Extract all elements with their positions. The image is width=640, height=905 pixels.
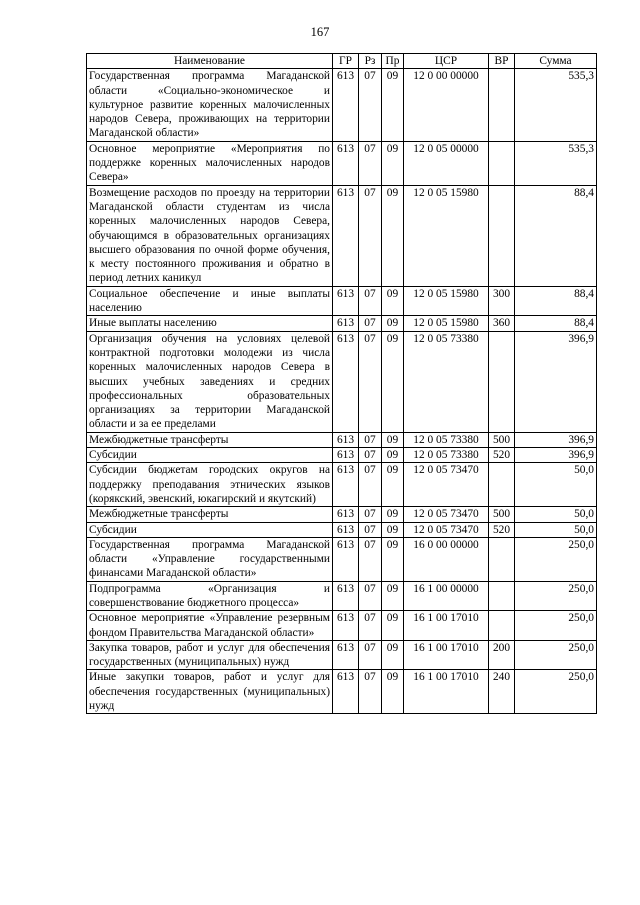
cell-vr: 500 — [489, 507, 515, 522]
cell-gr: 613 — [333, 640, 359, 670]
cell-pr: 09 — [382, 316, 404, 331]
cell-rz: 07 — [359, 611, 382, 641]
cell-rz: 07 — [359, 448, 382, 463]
cell-csr: 12 0 05 73380 — [404, 448, 489, 463]
cell-sum: 396,9 — [515, 331, 597, 432]
cell-name: Социальное обеспечение и иные выплаты населению — [87, 286, 333, 316]
cell-csr: 16 1 00 17010 — [404, 670, 489, 714]
cell-gr: 613 — [333, 286, 359, 316]
cell-rz: 07 — [359, 432, 382, 447]
cell-pr: 09 — [382, 522, 404, 537]
cell-sum: 535,3 — [515, 141, 597, 185]
page-number: 167 — [310, 25, 330, 39]
cell-rz: 07 — [359, 640, 382, 670]
cell-rz: 07 — [359, 141, 382, 185]
cell-sum: 250,0 — [515, 581, 597, 611]
cell-rz: 07 — [359, 537, 382, 581]
cell-vr: 520 — [489, 522, 515, 537]
cell-gr: 613 — [333, 670, 359, 714]
table-row — [87, 581, 597, 611]
cell-csr: 16 1 00 00000 — [404, 581, 489, 611]
cell-vr — [489, 581, 515, 611]
cell-sum: 250,0 — [515, 611, 597, 641]
cell-pr: 09 — [382, 670, 404, 714]
cell-sum: 250,0 — [515, 640, 597, 670]
cell-rz: 07 — [359, 463, 382, 507]
cell-pr: 09 — [382, 185, 404, 286]
cell-sum: 535,3 — [515, 69, 597, 141]
cell-csr: 12 0 05 15980 — [404, 286, 489, 316]
cell-gr: 613 — [333, 611, 359, 641]
cell-rz: 07 — [359, 331, 382, 432]
cell-gr: 613 — [333, 463, 359, 507]
cell-sum: 50,0 — [515, 463, 597, 507]
table-row — [87, 141, 597, 185]
table-row — [87, 670, 597, 714]
cell-sum: 88,4 — [515, 185, 597, 286]
header-csr: ЦСР — [404, 54, 489, 69]
cell-pr: 09 — [382, 331, 404, 432]
cell-vr: 300 — [489, 286, 515, 316]
cell-sum: 250,0 — [515, 670, 597, 714]
cell-rz: 07 — [359, 670, 382, 714]
table-header-row — [87, 54, 597, 69]
cell-gr: 613 — [333, 69, 359, 141]
cell-vr — [489, 611, 515, 641]
cell-vr — [489, 141, 515, 185]
cell-rz: 07 — [359, 581, 382, 611]
table-row — [87, 286, 597, 316]
cell-name: Возмещение расходов по проезду на территории Магаданской области студентам из числа коренных малочисленных народов Севера, обучающимся в образовательных организациях высшего образования по очной форме обучения, к месту постоянного проживания и обратно в период летних каникул — [87, 185, 333, 286]
cell-rz: 07 — [359, 522, 382, 537]
cell-vr — [489, 537, 515, 581]
cell-gr: 613 — [333, 316, 359, 331]
cell-csr: 12 0 05 73470 — [404, 463, 489, 507]
cell-gr: 613 — [333, 141, 359, 185]
table-row — [87, 69, 597, 141]
cell-pr: 09 — [382, 69, 404, 141]
cell-name: Субсидии — [87, 448, 333, 463]
table-row — [87, 611, 597, 641]
cell-rz: 07 — [359, 185, 382, 286]
table-row — [87, 463, 597, 507]
cell-name: Межбюджетные трансферты — [87, 432, 333, 447]
cell-sum: 396,9 — [515, 448, 597, 463]
cell-name: Организация обучения на условиях целевой контрактной подготовки молодежи из числа коренных малочисленных народов Севера в высших учебных заведениях и средних профессиональных образовательных организациях за территории Магаданской области и за ее пределами — [87, 331, 333, 432]
cell-csr: 16 0 00 00000 — [404, 537, 489, 581]
cell-rz: 07 — [359, 316, 382, 331]
cell-pr: 09 — [382, 141, 404, 185]
cell-gr: 613 — [333, 537, 359, 581]
header-name: Наименование — [87, 54, 333, 69]
cell-pr: 09 — [382, 463, 404, 507]
table-row — [87, 185, 597, 286]
cell-csr: 12 0 00 00000 — [404, 69, 489, 141]
cell-sum: 396,9 — [515, 432, 597, 447]
cell-name: Подпрограмма «Организация и совершенствование бюджетного процесса» — [87, 581, 333, 611]
cell-pr: 09 — [382, 640, 404, 670]
cell-csr: 12 0 05 15980 — [404, 316, 489, 331]
table-row — [87, 522, 597, 537]
header-gr: ГР — [333, 54, 359, 69]
cell-name: Государственная программа Магаданской области «Социально-экономическое и культурное развитие коренных малочисленных народов Севера, проживающих на территории Магаданской области» — [87, 69, 333, 141]
cell-sum: 88,4 — [515, 316, 597, 331]
budget-table — [86, 53, 597, 714]
cell-name: Субсидии — [87, 522, 333, 537]
cell-sum: 88,4 — [515, 286, 597, 316]
cell-pr: 09 — [382, 507, 404, 522]
cell-csr: 12 0 05 73380 — [404, 331, 489, 432]
cell-csr: 12 0 05 73380 — [404, 432, 489, 447]
header-pr: Пр — [382, 54, 404, 69]
cell-name: Межбюджетные трансферты — [87, 507, 333, 522]
cell-gr: 613 — [333, 185, 359, 286]
cell-gr: 613 — [333, 507, 359, 522]
cell-gr: 613 — [333, 432, 359, 447]
table-row — [87, 432, 597, 447]
cell-vr: 520 — [489, 448, 515, 463]
cell-name: Государственная программа Магаданской области «Управление государственными финансами Магаданской области» — [87, 537, 333, 581]
cell-vr: 240 — [489, 670, 515, 714]
cell-gr: 613 — [333, 448, 359, 463]
cell-csr: 12 0 05 15980 — [404, 185, 489, 286]
cell-pr: 09 — [382, 611, 404, 641]
cell-name: Основное мероприятие «Мероприятия по поддержке коренных малочисленных народов Севера» — [87, 141, 333, 185]
cell-sum: 250,0 — [515, 537, 597, 581]
cell-gr: 613 — [333, 331, 359, 432]
table-row — [87, 640, 597, 670]
cell-csr: 16 1 00 17010 — [404, 640, 489, 670]
cell-vr — [489, 463, 515, 507]
cell-pr: 09 — [382, 448, 404, 463]
cell-name: Иные выплаты населению — [87, 316, 333, 331]
cell-pr: 09 — [382, 581, 404, 611]
table-row — [87, 537, 597, 581]
cell-name: Основное мероприятие «Управление резервным фондом Правительства Магаданской области» — [87, 611, 333, 641]
cell-name: Субсидии бюджетам городских округов на поддержку преподавания этнических языков (корякский, эвенский, юкагирский и якутский) — [87, 463, 333, 507]
table-row — [87, 331, 597, 432]
table-row — [87, 507, 597, 522]
cell-csr: 12 0 05 00000 — [404, 141, 489, 185]
cell-name: Закупка товаров, работ и услуг для обеспечения государственных (муниципальных) нужд — [87, 640, 333, 670]
cell-vr: 360 — [489, 316, 515, 331]
cell-vr — [489, 331, 515, 432]
header-rz: Рз — [359, 54, 382, 69]
cell-rz: 07 — [359, 286, 382, 316]
cell-name: Иные закупки товаров, работ и услуг для обеспечения государственных (муниципальных) нужд — [87, 670, 333, 714]
cell-csr: 12 0 05 73470 — [404, 507, 489, 522]
header-sum: Сумма — [515, 54, 597, 69]
cell-pr: 09 — [382, 432, 404, 447]
cell-sum: 50,0 — [515, 522, 597, 537]
cell-vr — [489, 185, 515, 286]
cell-pr: 09 — [382, 286, 404, 316]
cell-gr: 613 — [333, 581, 359, 611]
cell-vr — [489, 69, 515, 141]
cell-rz: 07 — [359, 69, 382, 141]
table-row — [87, 448, 597, 463]
cell-pr: 09 — [382, 537, 404, 581]
cell-gr: 613 — [333, 522, 359, 537]
cell-rz: 07 — [359, 507, 382, 522]
cell-csr: 12 0 05 73470 — [404, 522, 489, 537]
cell-csr: 16 1 00 17010 — [404, 611, 489, 641]
cell-vr: 200 — [489, 640, 515, 670]
cell-sum: 50,0 — [515, 507, 597, 522]
table-row — [87, 316, 597, 331]
cell-vr: 500 — [489, 432, 515, 447]
header-vr: ВР — [489, 54, 515, 69]
